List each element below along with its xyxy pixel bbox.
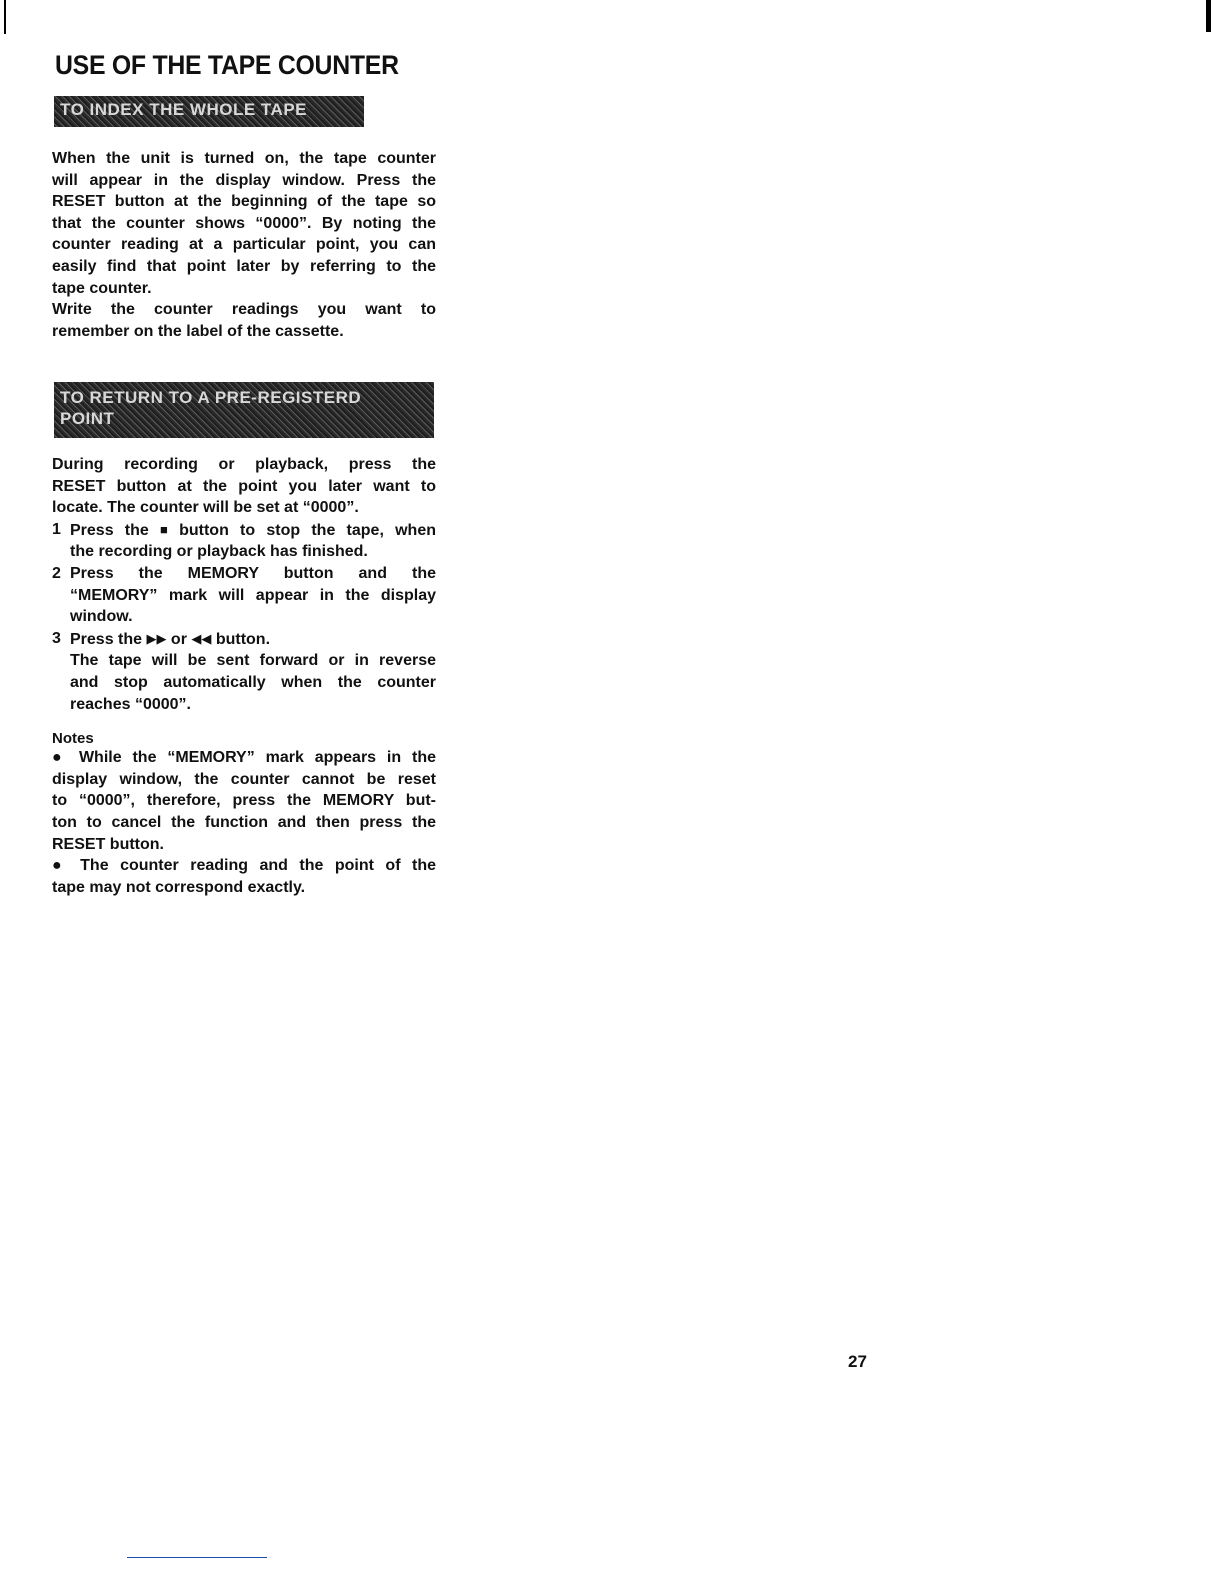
note-line: to “0000”, therefore, press the MEMORY but- — [52, 792, 436, 810]
text-line: Write the counter readings you want to — [52, 301, 436, 319]
step-2 — [52, 563, 436, 628]
text-line: easily find that point later by referring to the — [52, 257, 436, 275]
section-heading-index: TO INDEX THE WHOLE TAPE — [54, 96, 364, 127]
note-line: display window, the counter cannot be reset — [52, 770, 436, 788]
left-edge-mark — [4, 0, 6, 34]
note-line: ● While the “MEMORY” mark appears in the — [52, 749, 436, 767]
step-text: and stop automatically when the counter — [70, 673, 436, 691]
step-text: window. — [70, 608, 133, 626]
bottom-rule — [127, 1557, 267, 1558]
page-number: 27 — [848, 1352, 867, 1371]
text-line: tape counter. — [52, 279, 152, 297]
step-text: Press the — [70, 521, 161, 539]
step-text: button to stop the tape, when — [167, 521, 436, 539]
steps-list — [52, 519, 436, 715]
note-line: RESET button. — [52, 835, 164, 853]
section-heading-return-line1: TO RETURN TO A PRE-REGISTERD — [60, 388, 362, 407]
section1-paragraph-1 — [52, 148, 436, 342]
note-line: ton to cancel the function and then press the — [52, 813, 436, 831]
text-line: will appear in the display window. Press the — [52, 171, 436, 189]
text-line: RESET button at the beginning of the tape so — [52, 193, 436, 211]
text-line: During recording or playback, press the — [52, 456, 436, 473]
notes-heading: Notes — [52, 730, 94, 748]
step-text: “MEMORY” mark will appear in the display — [70, 586, 436, 604]
section-heading-return — [54, 382, 434, 438]
text-line: counter reading at a particular point, you can — [52, 236, 436, 254]
fast-forward-icon: ▶▶ — [146, 630, 167, 646]
section-heading-return-line2: POINT — [60, 409, 115, 428]
step-number: 3 — [52, 629, 61, 647]
text-line: When the unit is turned on, the tape counter — [52, 150, 436, 167]
step-number: 2 — [52, 564, 61, 582]
text-line: locate. The counter will be set at “0000”. — [52, 499, 359, 517]
text-line: remember on the label of the cassette. — [52, 322, 344, 340]
note-line: tape may not correspond exactly. — [52, 878, 306, 896]
stop-icon: ■ — [160, 521, 168, 537]
step-text: reaches “0000”. — [70, 695, 191, 713]
section2-body — [52, 454, 436, 898]
step-text: Press the MEMORY button and the — [70, 564, 436, 582]
step-1 — [52, 519, 436, 563]
step-number: 1 — [52, 520, 61, 538]
step-text: The tape will be sent forward or in reverse — [70, 652, 436, 670]
page-title: USE OF THE TAPE COUNTER — [55, 50, 399, 80]
note-line: ● The counter reading and the point of the — [52, 857, 436, 875]
step-text: the recording or playback has finished. — [70, 543, 368, 561]
step-text: or — [166, 630, 192, 648]
step-3 — [52, 628, 436, 715]
step-text: button. — [211, 630, 271, 648]
step-text: Press the — [70, 630, 147, 648]
text-line: that the counter shows “0000”. By noting the — [52, 214, 436, 232]
rewind-icon: ◀◀ — [191, 630, 212, 646]
text-line: RESET button at the point you later want to — [52, 477, 436, 495]
right-edge-mark — [1206, 0, 1211, 32]
